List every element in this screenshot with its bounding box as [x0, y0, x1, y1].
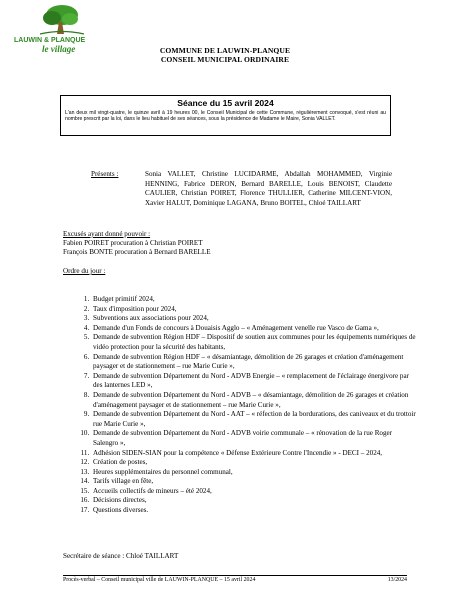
present-label: Présents :: [91, 170, 119, 178]
secretary-line: Secrétaire de séance : Chloé TAILLART: [63, 552, 179, 560]
agenda-item: 17. Questions diverses.: [91, 506, 416, 516]
page-footer: [63, 575, 407, 583]
agenda-item: 7. Demande de subvention Département du Nord - ADVB Energie – « remplacement de l'éclairage énergivore par des lanternes LED »,: [91, 372, 416, 391]
agenda-item: 1. Budget primitif 2024,: [91, 295, 416, 305]
council-type: CONSEIL MUNICIPAL ORDINAIRE: [160, 55, 290, 64]
agenda-item: 2. Taux d'imposition pour 2024,: [91, 305, 416, 315]
session-title: Séance du 15 avril 2024: [177, 98, 274, 108]
agenda-item: 13. Heures supplémentaires du personnel communal,: [91, 468, 416, 478]
logo-text: LAUWIN & PLANQUE: [14, 37, 86, 44]
footer-title: Procès-verbal – Conseil municipal ville de LAUWIN-PLANQUE – 15 avril 2024: [63, 577, 256, 583]
agenda-item: 14. Tarifs village en fête,: [91, 477, 416, 487]
agenda-item: 10. Demande de subvention Département du Nord - ADVB voirie communale – « rénovation de la rue Roger Salengro »,: [91, 429, 416, 448]
agenda-item: 8. Demande de subvention Département du Nord - ADVB – « désamiantage, démolition de 26 garages et création d'aménagement paysager et de stationnement – rue Marie Curie »,: [91, 391, 416, 410]
agenda-title: Ordre du jour :: [63, 267, 106, 275]
footer-reference: 13/2024: [387, 577, 407, 583]
excused-item: François BONTE procuration à Bernard BARELLE: [63, 248, 211, 256]
excused-title: Excusés ayant donné pouvoir :: [63, 230, 151, 238]
excused-item: Fabien POIRET procuration à Christian POIRET: [63, 239, 203, 247]
session-box: [60, 95, 391, 136]
agenda-item: 5. Demande de subvention Région HDF – Dispositif de soutien aux communes pour les équipements numériques de vidéo protection pour la sécurité des habitants,: [91, 333, 416, 352]
session-text: L'an deux mil vingt-quatre, le quinze avril à 19 heures 00, le Conseil Municipal de cette Commune, régulièrement convoqué, s'est réuni au nombre prescrit par la loi, dans le lieu habituel de ses séances, sous la présidence de Madame le Maire, Sonia VALLET.: [65, 110, 386, 123]
present-list: Sonia VALLET, Christine LUCIDARME, Abdallah MOHAMMED, Virginie HENNING, Fabrice DERON, Bernard BARELLE, Louis BENOIST, Claudette CAULIER, Christian POIRET, Florence THULLIER, Catherine MILCENT-VION, Xavier HALUT, Dominique LAGANA, Bruno BOITEL, Chloé TAILLART: [145, 170, 392, 208]
agenda-item: 3. Subventions aux associations pour 2024,: [91, 314, 416, 324]
logo-tagline: le village: [42, 44, 76, 54]
agenda-list: [70, 295, 416, 516]
agenda-item: 4. Demande d'un Fonds de concours à Douaisis Agglo – « Aménagement venelle rue Vasco de Gama »,: [91, 324, 416, 334]
agenda-item: 11. Adhésion SIDEN-SIAN pour la compétence « Défense Extérieure Contre l'Incendie » - DECI – 2024,: [91, 449, 416, 459]
agenda-item: 16. Décisions directes,: [91, 496, 416, 506]
agenda-item: 6. Demande de subvention Région HDF – « désamiantage, démolition de 26 garages et création d'aménagement paysager et de stationnement – rue Marie Curie »,: [91, 353, 416, 372]
agenda-item: 15. Accueils collectifs de mineurs – été 2024,: [91, 487, 416, 497]
agenda-item: 12. Création de postes,: [91, 458, 416, 468]
agenda-item: 9. Demande de subvention Département du Nord - AAT – « réfection de la bordurations, des caniveaux et du trottoir rue Marie Curie »,: [91, 410, 416, 429]
commune-name: COMMUNE DE LAUWIN-PLANQUE: [159, 46, 291, 55]
